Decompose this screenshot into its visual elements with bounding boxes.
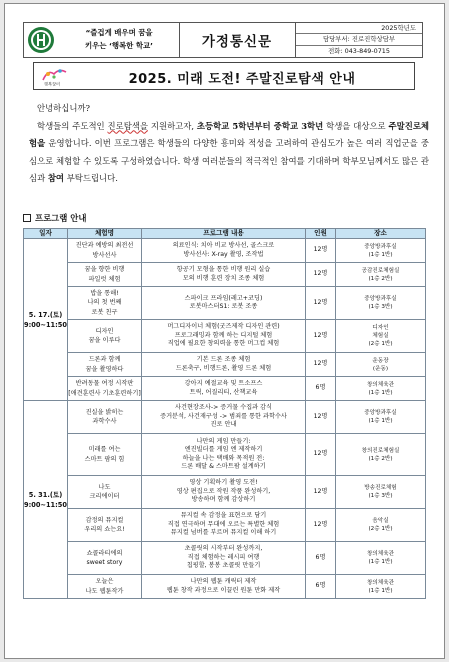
newsletter-title: 가정통신문 [201, 34, 273, 50]
greeting: 안녕하십니까? [37, 103, 91, 113]
col-header: 장소 [336, 229, 426, 239]
content-cell: 사건현장조사-> 증거물 수집과 감식 증거분석, 사건재구성 -> 범죄를 통한 과학수사 진로 안내 [142, 401, 306, 434]
place-cell: 창의체육관 (1층 1반) [336, 377, 426, 401]
program-table [23, 228, 426, 599]
count-cell: 12명 [306, 263, 336, 287]
table-row [24, 476, 426, 509]
count-cell: 6명 [306, 542, 336, 575]
content-cell: 강아지 예절교육 및 트소프스 트릭, 어질리티, 산책교육 [142, 377, 306, 401]
course-cell: 밥을 통해! 나의 첫 번째 로봇 친구 [68, 287, 142, 320]
header-divider [179, 23, 180, 57]
school-emblem-icon [27, 26, 55, 54]
count-cell: 12명 [306, 401, 336, 434]
department: 담당부서: 진로진학상담부 [296, 34, 422, 45]
content-cell: 스파이크 프라임(레고+코딩) 로봇마스터S1: 로봇 조종 [142, 287, 306, 320]
table-row [24, 575, 426, 599]
course-cell: 오늘은 나도 웹툰작가 [68, 575, 142, 599]
place-cell: 운동장 (운동) [336, 353, 426, 377]
header [23, 22, 423, 58]
course-cell: 진실을 밝히는 과학수사 [68, 401, 142, 434]
intro-text [29, 100, 429, 188]
place-cell: 창의체육관 (1층 1반) [336, 575, 426, 599]
school-year: 2025학년도 [296, 23, 422, 34]
date-cell: 5. 17.(토) 9:00~11:50 [24, 239, 68, 401]
content-cell: 초콜릿의 시작부터 완성까지, 직접 체험하는 레시피 여행 칩핑할, 봉봉 초콜릿 만들기 [142, 542, 306, 575]
table-row [24, 320, 426, 353]
place-cell: 음악실 (2층 1반) [336, 509, 426, 542]
content-cell: 의료인식: 치아 비교 방사선, 골스크로 방사선사: X-ray 촬영, 조작법 [142, 239, 306, 263]
course-cell: 미래를 여는 스마트 팜의 힘 [68, 434, 142, 476]
col-header: 일자 [24, 229, 68, 239]
course-cell: 꿈을 향한 비행 파일럿 체험 [68, 263, 142, 287]
checkbox-square-icon [23, 214, 31, 222]
place-cell: 중앙방과후실 (1층 3반) [336, 287, 426, 320]
slogan-line-1: “즐겁게 배우며 꿈을 [85, 28, 153, 37]
intro-paragraph: 학생들의 주도적인 진로탐색을 지원하고자, 초등학교 5학년부터 중학교 3학년 학생을 대상으로 주말진로체험을 운영합니다. 이번 프로그램은 학생들의 다양한 흥미와 적성을 고려하여 관심도가 높은 여러 직업군을 중심으로 체험할 수 있도록 구성하였습니다. 학생 여러분들의 적극적인 참여를 기대하며 학부모님께서도 많은 관심과 참여 부탁드립니다. [29, 120, 429, 183]
count-cell: 12명 [306, 287, 336, 320]
course-cell: 디자인 꿈을 이루다 [68, 320, 142, 353]
count-cell: 12명 [306, 476, 336, 509]
table-row [24, 377, 426, 401]
count-cell: 12명 [306, 434, 336, 476]
course-cell: 드론과 함께 꿈을 촬영하다 [68, 353, 142, 377]
count-cell: 6명 [306, 575, 336, 599]
course-cell: 반려동물 여정 시작판 [애견훈련사 기초훈련하기] [68, 377, 142, 401]
count-cell: 12명 [306, 320, 336, 353]
date-cell: 5. 31.(토) 9:00~11:50 [24, 401, 68, 599]
header-info [296, 23, 422, 57]
count-cell: 12명 [306, 509, 336, 542]
table-row [24, 401, 426, 434]
place-cell: 중앙방과후실 (1층 1반) [336, 239, 426, 263]
phone: 전화: 043-849-0715 [328, 46, 390, 55]
table-header-row [24, 229, 426, 239]
content-cell: 뮤지컬 속 감정을 표현으로 담기 직접 연극하며 무대에 오르는 특별한 체험 뮤지컬 넘버를 부르며 뮤지컬 이해 하기 [142, 509, 306, 542]
table-row [24, 434, 426, 476]
table-row [24, 353, 426, 377]
title-banner [33, 62, 415, 90]
course-cell: 감정의 뮤지컬 우리의 쇼는요! [68, 509, 142, 542]
count-cell: 12명 [306, 353, 336, 377]
content-cell: 기본 드론 조종 체험 드론축구, 비행드론, 촬영 드론 체험 [142, 353, 306, 377]
table-row [24, 239, 426, 263]
table-row [24, 263, 426, 287]
course-cell: 나도 크리에이터 [68, 476, 142, 509]
place-cell: 디자인 체험실 (2층 1반) [336, 320, 426, 353]
count-cell: 12명 [306, 239, 336, 263]
content-cell: 나만의 웹툰 캐릭터 제작 웹툰 창작 과정으로 이끌린 원툰 만화 제작 [142, 575, 306, 599]
happy-dream-logo-icon [40, 66, 70, 87]
course-cell: 쇼콜라티에의 sweet story [68, 542, 142, 575]
content-cell: 머그디자이너 체험(굿즈제작 디자인 관련) 프로그래밍과 함께 하는 디지털 체험 직업에 필요한 창의력을 통한 머그컵 체험 [142, 320, 306, 353]
col-header: 프로그램 내용 [142, 229, 306, 239]
section-title: 프로그램 안내 [23, 212, 86, 224]
place-cell: 공감진로체험실 (1층 2반) [336, 263, 426, 287]
newsletter-page [4, 3, 445, 659]
count-cell: 6명 [306, 377, 336, 401]
content-cell: 항공기 모형을 통한 비행 원리 실습 모의 비행 훈련 장치 조종 체험 [142, 263, 306, 287]
svg-text:행복꿈터: 행복꿈터 [44, 81, 61, 87]
table-row [24, 509, 426, 542]
col-header: 인원 [306, 229, 336, 239]
content-cell: 영상 기획하기 촬영 도전! 영상 편집으로 작원 작품 완성하기, 방송하며 함께 감상하기 [142, 476, 306, 509]
place-cell: 창의체육관 (1층 1반) [336, 542, 426, 575]
place-cell: 중앙방과후실 (1층 1반) [336, 401, 426, 434]
table-row [24, 542, 426, 575]
table-row [24, 287, 426, 320]
place-cell: 방송진로체험 (1층 3반) [336, 476, 426, 509]
school-slogan [60, 26, 178, 52]
col-header: 체험명 [68, 229, 142, 239]
event-title: 2025. 미래 도전! 주말진로탐색 안내 [128, 72, 356, 87]
slogan-line-2: 키우는 ‘행복한 학교’ [85, 41, 153, 50]
content-cell: 나만의 게임 만들기: 엔진빌더를 게임 엔 제작하기 하늘을 나는 택배와 목적원 전: 드론 배달 & 스마트팜 설계하기 [142, 434, 306, 476]
place-cell: 창의진로체험실 (1층 2반) [336, 434, 426, 476]
course-cell: 진단과 예방의 최전선 방사선사 [68, 239, 142, 263]
